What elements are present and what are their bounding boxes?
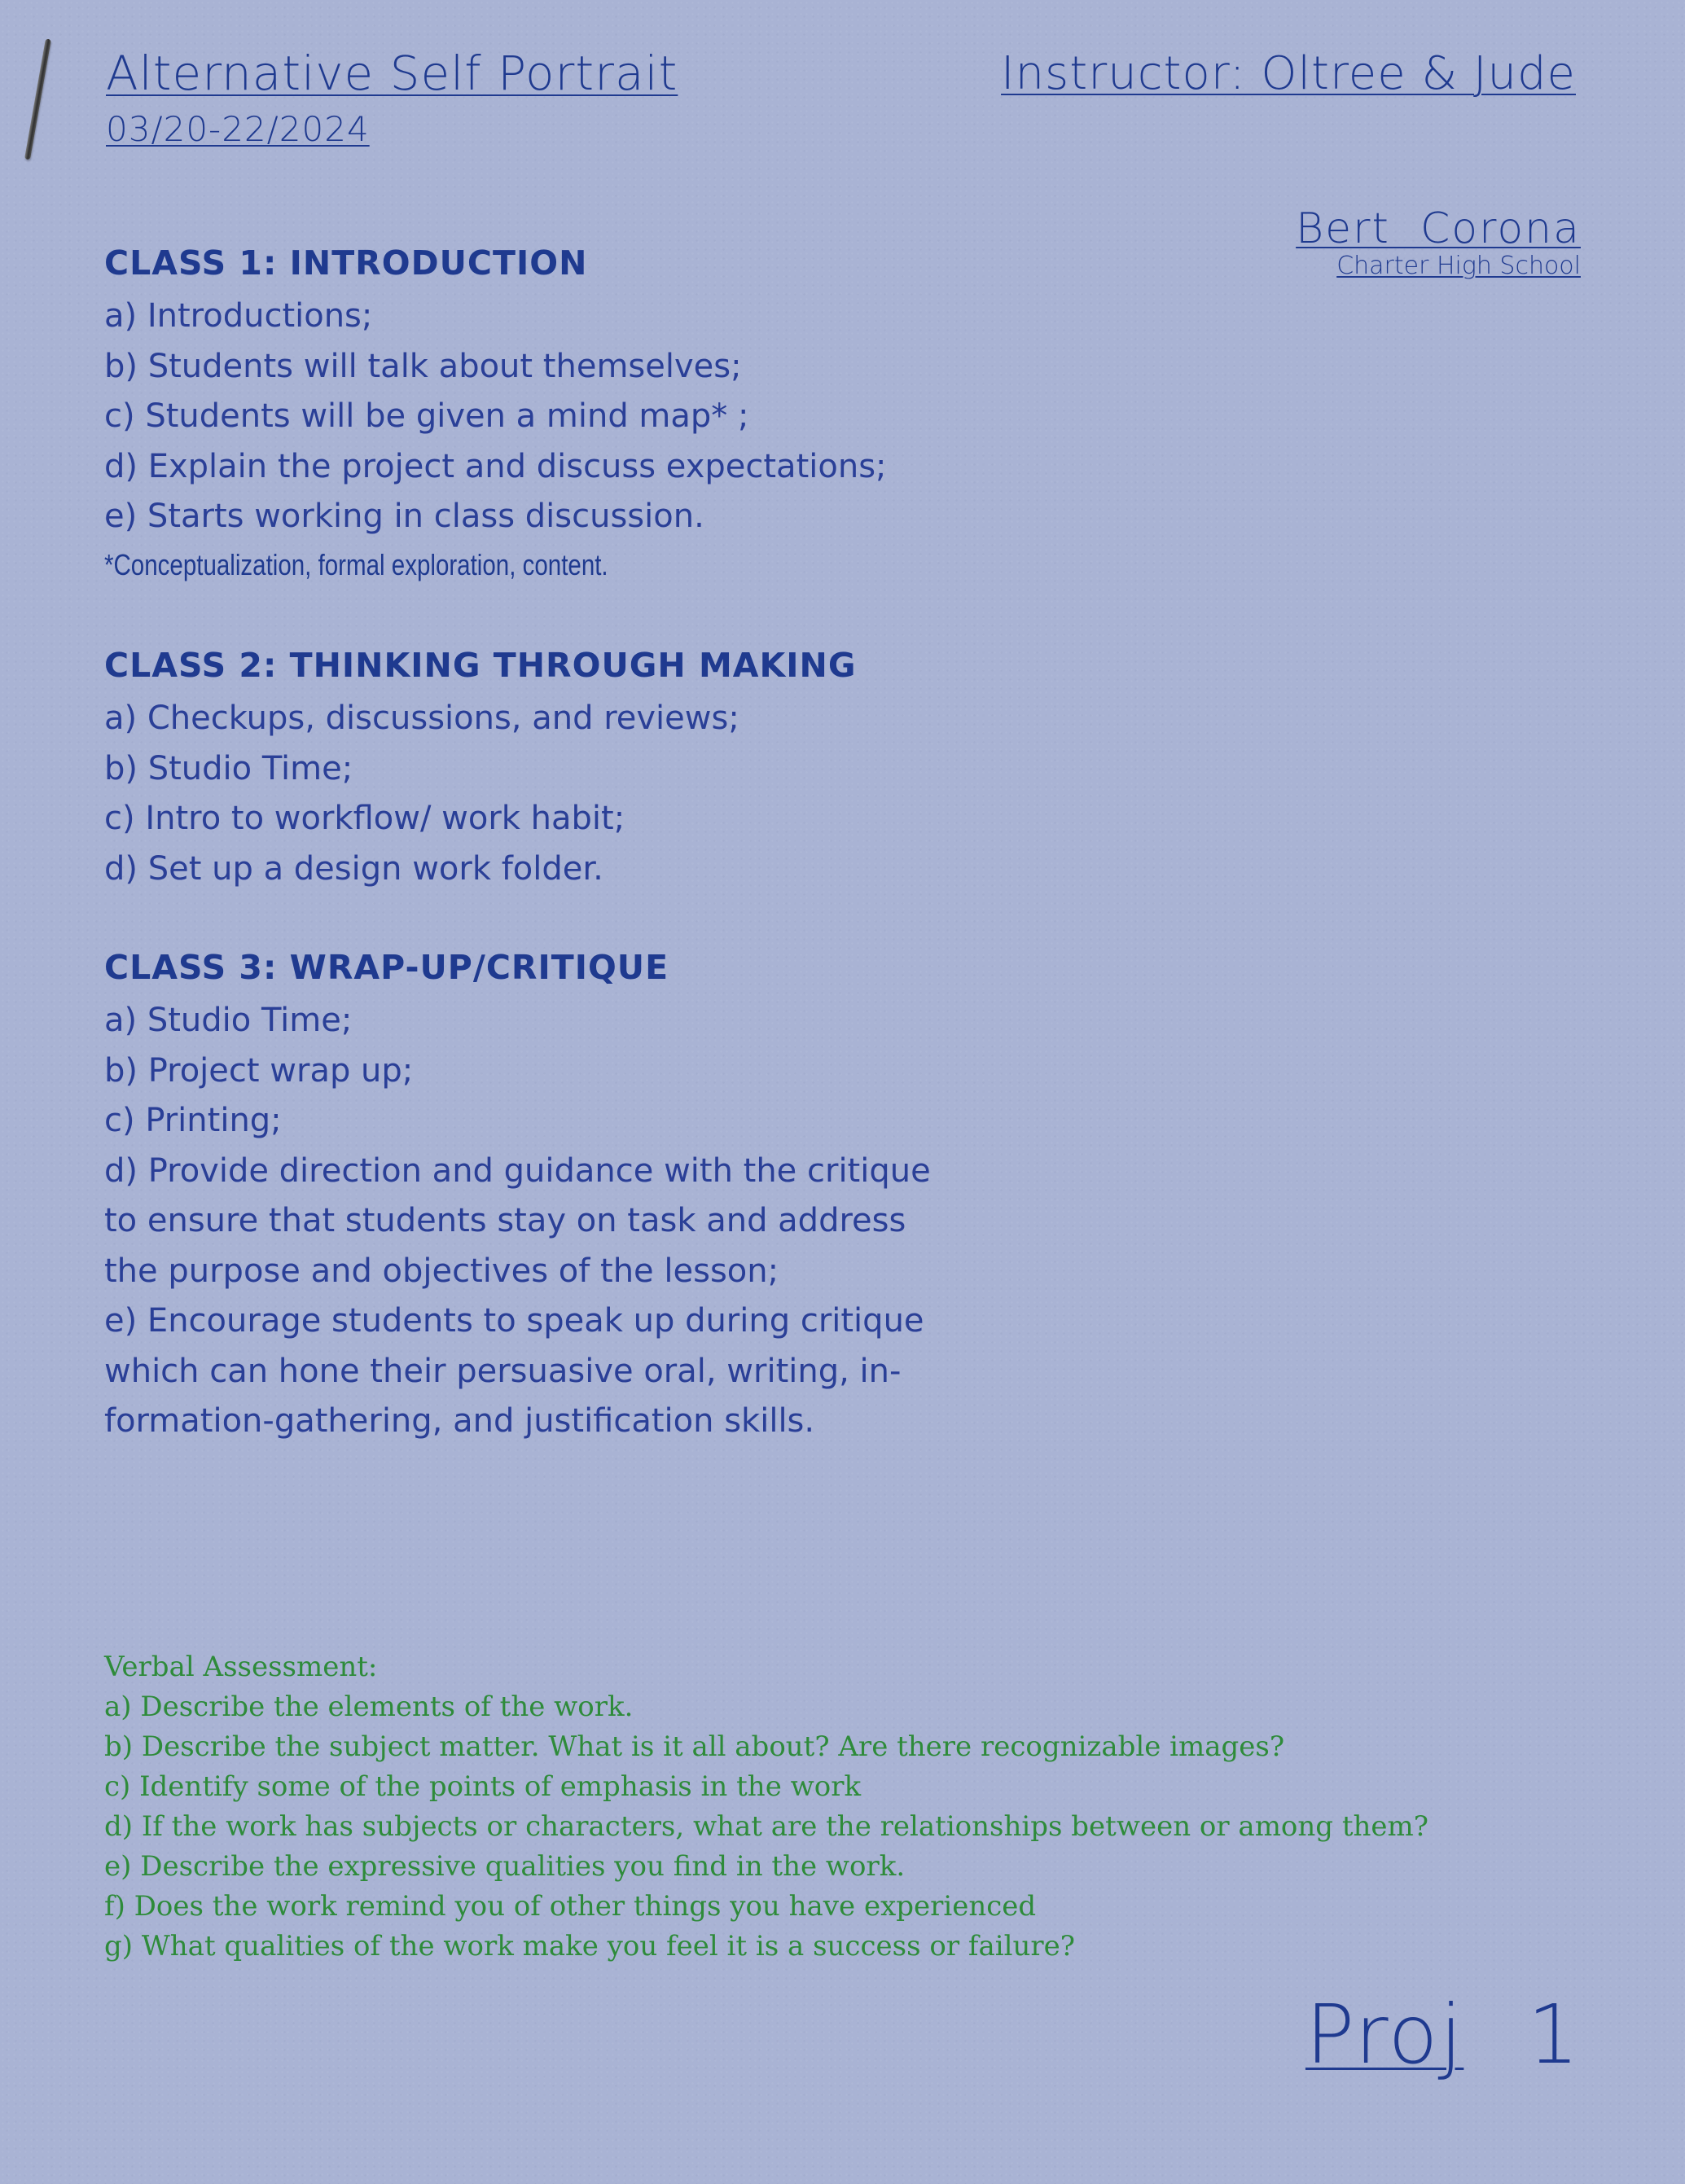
assessment-item: c) Identify some of the points of emphasis in the work [104,1770,862,1803]
project-label: Proj [1305,1987,1464,2082]
class-1-item: e) Starts working in class discussion. [104,498,704,535]
class-2-item: c) Intro to workflow/ work habit; [104,800,625,837]
project-number [1305,1987,1581,2082]
school-block [1296,205,1581,280]
assessment-item: d) If the work has subjects or characters, what are the relationships between or among them? [104,1810,1429,1843]
class-1-footnote: *Conceptualization, formal exploration, content. [104,547,608,581]
class-3-line: e) Encourage students to speak up during critique [104,1302,924,1340]
class-3-line: to ensure that students stay on task and address [104,1202,906,1239]
class-3-heading: CLASS 3: WRAP-UP/CRITIQUE [104,948,669,987]
class-3-line: b) Project wrap up; [104,1051,414,1090]
class-1-item: b) Students will talk about themselves; [104,347,742,385]
class-3-line: which can hone their persuasive oral, writing, in- [104,1352,902,1390]
class-1-item: c) Students will be given a mind map* ; [104,397,749,435]
pin-icon [24,38,51,160]
class-3-line: c) Printing; [104,1102,282,1139]
class-1-item: a) Introductions; [104,297,373,335]
school-name: Bert Corona [1296,204,1581,253]
class-2-heading: CLASS 2: THINKING THROUGH MAKING [104,646,857,685]
school-subtitle: Charter High School [1336,252,1581,280]
assessment-item: b) Describe the subject matter. What is it all about? Are there recognizable images? [104,1730,1285,1763]
class-1-heading: CLASS 1: INTRODUCTION [104,243,588,283]
assessment-item: e) Describe the expressive qualities you find in the work. [104,1850,906,1883]
class-3-section [104,944,1041,1447]
verbal-assessment [104,1647,1428,1967]
class-3-line: the purpose and objectives of the lesson; [104,1252,779,1290]
class-3-line: d) Provide direction and guidance with the critique [104,1151,931,1190]
class-1-section [104,239,1041,588]
assessment-title: Verbal Assessment: [104,1651,378,1683]
assessment-item: g) What qualities of the work make you feel it is a success or failure? [104,1930,1075,1963]
project-number-value: 1 [1527,1987,1581,2082]
assessment-item: a) Describe the elements of the work. [104,1691,634,1723]
assessment-item: f) Does the work remind you of other things you have experienced [104,1890,1037,1923]
class-1-item: d) Explain the project and discuss expectations; [104,447,887,485]
class-2-item: d) Set up a design work folder. [104,849,603,888]
project-title: Alternative Self Portrait [106,46,678,101]
class-3-line: a) Studio Time; [104,1002,353,1039]
class-2-item: a) Checkups, discussions, and reviews; [104,699,739,737]
instructor-label: Instructor: Oltree & Jude [1001,47,1576,100]
project-date: 03/20-22/2024 [106,109,370,149]
class-3-line: formation-gathering, and justification skills. [104,1402,815,1440]
class-2-item: b) Studio Time; [104,749,353,787]
class-2-section [104,642,1041,894]
